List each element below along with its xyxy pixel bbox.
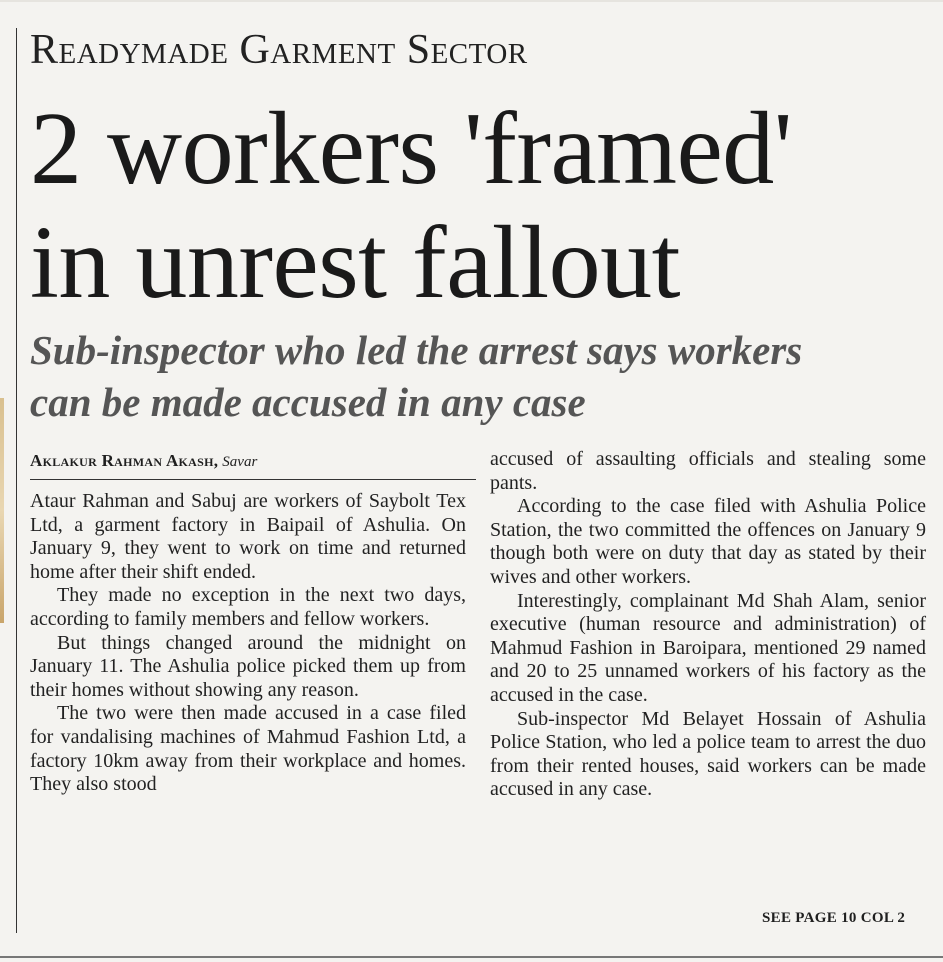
- headline-line-1: 2 workers 'framed': [30, 91, 792, 206]
- paragraph: The two were then made accused in a case filed for vandalising machines of Mahmud Fashion Ltd, a factory 10km away from their workplace and homes. They also stood: [30, 702, 466, 796]
- subheadline: [30, 324, 935, 428]
- headline: [30, 92, 935, 320]
- byline-author: Aklakur Rahman Akash,: [30, 451, 219, 470]
- byline-place: Savar: [222, 454, 258, 470]
- byline-rule: [30, 479, 476, 480]
- section-kicker: Readymade Garment Sector: [30, 27, 528, 73]
- adjacent-photo-edge: [0, 398, 4, 623]
- subhead-line-2: can be made accused in any case: [30, 379, 586, 425]
- continued-on-page: SEE PAGE 10 COL 2: [762, 910, 906, 926]
- paragraph: But things changed around the midnight on January 11. The Ashulia police picked them up from their homes without showing any reason.: [30, 631, 466, 701]
- paragraph: Interestingly, complainant Md Shah Alam, senior executive (human resource and administration) of Mahmud Fashion in Baroipara, mentioned 29 named and 20 to 25 unnamed workers of his factory as the accused in the case.: [490, 589, 926, 706]
- paragraph: accused of assaulting officials and stealing some pants.: [490, 448, 926, 494]
- bottom-rule: [0, 956, 943, 958]
- article-column-left: [30, 490, 466, 797]
- byline: [30, 451, 476, 475]
- paragraph: Ataur Rahman and Sabuj are workers of Saybolt Tex Ltd, a garment factory in Baipail of Ashulia. On January 9, they went to work on time and returned home after their shift ended.: [30, 490, 466, 583]
- left-column-rule: [16, 28, 17, 933]
- subhead-line-1: Sub-inspector who led the arrest says workers: [30, 327, 803, 373]
- article-column-right: [490, 448, 926, 802]
- headline-line-2: in unrest fallout: [30, 205, 681, 320]
- paragraph: According to the case filed with Ashulia Police Station, the two committed the offences on January 9 though both were on duty that day as stated by their wives and other workers.: [490, 495, 926, 588]
- paragraph: Sub-inspector Md Belayet Hossain of Ashulia Police Station, who led a police team to arrest the duo from their rented houses, said workers can be made accused in any case.: [490, 707, 926, 801]
- paragraph: They made no exception in the next two days, according to family members and fellow workers.: [30, 584, 466, 630]
- top-edge: [0, 0, 943, 2]
